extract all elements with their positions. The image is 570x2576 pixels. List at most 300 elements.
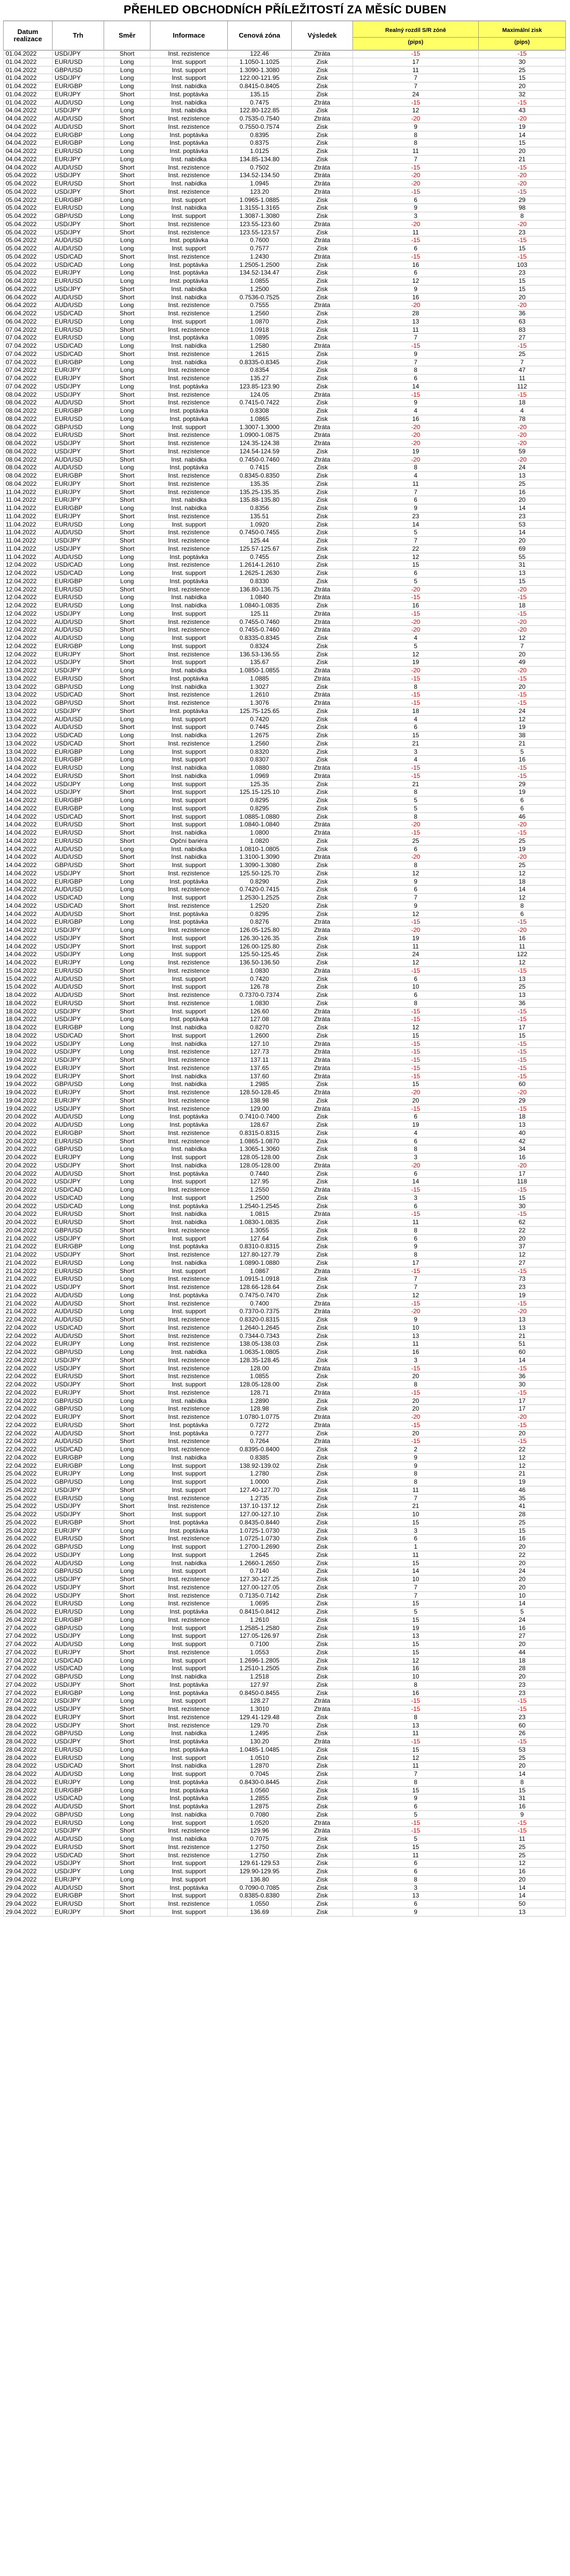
- cell-date: 20.04.2022: [3, 1113, 53, 1121]
- cell-real-difference: -20: [353, 456, 479, 464]
- table-row: [3, 1008, 566, 1016]
- cell-price-zone: 122.46: [228, 50, 292, 58]
- table-row: [3, 115, 566, 123]
- cell-direction: Long: [104, 951, 150, 958]
- cell-real-difference: 7: [353, 1592, 479, 1600]
- cell-direction: Long: [104, 1770, 150, 1778]
- cell-real-difference: -15: [353, 764, 479, 772]
- table-row: [3, 545, 566, 553]
- cell-information: Inst. rezistence: [150, 1300, 228, 1308]
- cell-result: Zisk: [292, 1024, 353, 1031]
- cell-price-zone: 1.2645: [228, 1551, 292, 1559]
- table-row: [3, 301, 566, 310]
- cell-date: 14.04.2022: [3, 902, 53, 910]
- cell-information: Inst. poptávka: [150, 1681, 228, 1689]
- cell-price-zone: 127.30-127.25: [228, 1575, 292, 1583]
- cell-result: Zisk: [292, 131, 353, 139]
- cell-max-profit: 36: [479, 999, 566, 1007]
- cell-direction: Short: [104, 229, 150, 236]
- cell-date: 27.04.2022: [3, 1665, 53, 1672]
- cell-information: Inst. poptávka: [150, 261, 228, 269]
- cell-information: Inst. poptávka: [150, 1794, 228, 1802]
- cell-result: Ztráta: [292, 667, 353, 674]
- cell-market: USD/JPY: [53, 1365, 104, 1372]
- cell-max-profit: 14: [479, 131, 566, 139]
- cell-max-profit: -15: [479, 1186, 566, 1194]
- table-row: [3, 359, 566, 367]
- cell-direction: Short: [104, 253, 150, 261]
- cell-direction: Short: [104, 431, 150, 439]
- cell-max-profit: 24: [479, 1616, 566, 1624]
- cell-date: 13.04.2022: [3, 667, 53, 674]
- cell-market: USD/JPY: [53, 448, 104, 455]
- cell-max-profit: -15: [479, 1421, 566, 1429]
- cell-market: EUR/GBP: [53, 878, 104, 886]
- cell-price-zone: 125.35: [228, 781, 292, 788]
- cell-date: 08.04.2022: [3, 472, 53, 480]
- cell-result: Zisk: [292, 788, 353, 796]
- cell-max-profit: 20: [479, 1235, 566, 1243]
- cell-max-profit: 13: [479, 1324, 566, 1332]
- cell-direction: Short: [104, 1421, 150, 1429]
- table-row: [3, 1316, 566, 1324]
- cell-information: Inst. poptávka: [150, 578, 228, 585]
- cell-max-profit: 6: [479, 796, 566, 804]
- cell-real-difference: 25: [353, 837, 479, 845]
- cell-date: 20.04.2022: [3, 1129, 53, 1137]
- cell-result: Zisk: [292, 1852, 353, 1859]
- cell-market: USD/JPY: [53, 1705, 104, 1713]
- cell-direction: Short: [104, 983, 150, 991]
- cell-price-zone: 1.3076: [228, 699, 292, 707]
- cell-market: USD/CAD: [53, 342, 104, 350]
- cell-real-difference: -20: [353, 586, 479, 594]
- cell-information: Inst. nabídka: [150, 342, 228, 350]
- table-row: [3, 1446, 566, 1454]
- cell-result: Ztráta: [292, 1437, 353, 1445]
- cell-information: Inst. rezistence: [150, 1413, 228, 1421]
- cell-real-difference: 15: [353, 1600, 479, 1607]
- cell-date: 22.04.2022: [3, 1381, 53, 1388]
- cell-price-zone: 1.0900-1.0875: [228, 431, 292, 439]
- cell-market: GBP/USD: [53, 683, 104, 691]
- table-row: [3, 334, 566, 342]
- cell-result: Ztráta: [292, 456, 353, 464]
- table-row: [3, 959, 566, 967]
- cell-real-difference: 6: [353, 569, 479, 577]
- cell-date: 21.04.2022: [3, 1235, 53, 1243]
- cell-price-zone: 127.08: [228, 1015, 292, 1023]
- cell-date: 06.04.2022: [3, 318, 53, 326]
- cell-real-difference: -20: [353, 926, 479, 934]
- cell-information: Inst. poptávka: [150, 918, 228, 926]
- cell-information: Inst. support: [150, 1754, 228, 1762]
- cell-price-zone: 0.8308: [228, 407, 292, 415]
- cell-result: Zisk: [292, 1227, 353, 1234]
- cell-price-zone: 0.8320-0.8315: [228, 1316, 292, 1324]
- cell-max-profit: 14: [479, 529, 566, 536]
- cell-direction: Short: [104, 837, 150, 845]
- cell-market: AUD/USD: [53, 1300, 104, 1308]
- cell-result: Ztráta: [292, 164, 353, 172]
- cell-price-zone: 0.7455-0.7460: [228, 626, 292, 634]
- table-row: [3, 131, 566, 140]
- cell-information: Inst. poptávka: [150, 1608, 228, 1616]
- table-row: [3, 1892, 566, 1900]
- cell-market: AUD/USD: [53, 1170, 104, 1178]
- cell-max-profit: 6: [479, 910, 566, 918]
- table-row: [3, 1730, 566, 1738]
- table-row: [3, 1624, 566, 1633]
- cell-direction: Long: [104, 1259, 150, 1267]
- cell-price-zone: 127.97: [228, 1681, 292, 1689]
- cell-result: Ztráta: [292, 1015, 353, 1023]
- cell-real-difference: 4: [353, 756, 479, 764]
- cell-date: 29.04.2022: [3, 1876, 53, 1884]
- table-row: [3, 147, 566, 156]
- table-row: [3, 1275, 566, 1283]
- cell-market: USD/JPY: [53, 926, 104, 934]
- cell-information: Inst. support: [150, 1381, 228, 1388]
- cell-real-difference: -15: [353, 1056, 479, 1064]
- cell-real-difference: -20: [353, 667, 479, 674]
- cell-market: USD/CAD: [53, 732, 104, 739]
- cell-price-zone: 0.8330: [228, 578, 292, 585]
- cell-date: 05.04.2022: [3, 221, 53, 228]
- cell-price-zone: 1.2518: [228, 1673, 292, 1681]
- cell-max-profit: 60: [479, 1080, 566, 1088]
- cell-max-profit: -15: [479, 764, 566, 772]
- cell-market: GBP/USD: [53, 212, 104, 220]
- cell-information: Inst. rezistence: [150, 545, 228, 553]
- cell-market: USD/JPY: [53, 1697, 104, 1705]
- cell-real-difference: -15: [353, 188, 479, 196]
- cell-information: Inst. rezistence: [150, 1056, 228, 1064]
- cell-result: Zisk: [292, 1794, 353, 1802]
- cell-date: 08.04.2022: [3, 480, 53, 488]
- cell-real-difference: 10: [353, 983, 479, 991]
- cell-price-zone: 124.54-124.59: [228, 448, 292, 455]
- cell-direction: Short: [104, 310, 150, 317]
- cell-information: Inst. poptávka: [150, 1884, 228, 1892]
- cell-information: Inst. poptávka: [150, 1243, 228, 1250]
- cell-result: Ztráta: [292, 926, 353, 934]
- cell-real-difference: 12: [353, 1754, 479, 1762]
- cell-market: USD/JPY: [53, 439, 104, 447]
- cell-date: 11.04.2022: [3, 529, 53, 536]
- cell-result: Ztráta: [292, 1421, 353, 1429]
- table-row: [3, 594, 566, 602]
- cell-max-profit: -15: [479, 99, 566, 107]
- cell-date: 28.04.2022: [3, 1803, 53, 1810]
- cell-price-zone: 129.41-129.48: [228, 1714, 292, 1721]
- cell-price-zone: 1.2870: [228, 1762, 292, 1770]
- cell-date: 20.04.2022: [3, 1186, 53, 1194]
- cell-market: USD/JPY: [53, 107, 104, 114]
- cell-result: Ztráta: [292, 342, 353, 350]
- table-row: [3, 1560, 566, 1568]
- cell-real-difference: 9: [353, 204, 479, 212]
- cell-direction: Short: [104, 294, 150, 301]
- cell-price-zone: 1.0840-1.0835: [228, 602, 292, 609]
- cell-market: EUR/GBP: [53, 1462, 104, 1470]
- cell-information: Inst. nabídka: [150, 1210, 228, 1218]
- cell-information: Inst. rezistence: [150, 221, 228, 228]
- cell-max-profit: 46: [479, 1486, 566, 1494]
- cell-real-difference: 7: [353, 1584, 479, 1591]
- cell-max-profit: 13: [479, 991, 566, 999]
- cell-direction: Short: [104, 391, 150, 399]
- table-row: [3, 448, 566, 456]
- cell-price-zone: 0.7045: [228, 1770, 292, 1778]
- cell-market: GBP/USD: [53, 1730, 104, 1737]
- table-row: [3, 1202, 566, 1211]
- cell-result: Zisk: [292, 326, 353, 334]
- cell-market: AUD/USD: [53, 464, 104, 471]
- cell-result: Zisk: [292, 723, 353, 731]
- cell-max-profit: 25: [479, 1754, 566, 1762]
- cell-result: Zisk: [292, 886, 353, 893]
- cell-date: 13.04.2022: [3, 707, 53, 715]
- cell-date: 01.04.2022: [3, 50, 53, 58]
- cell-max-profit: -15: [479, 610, 566, 618]
- cell-max-profit: 17: [479, 1397, 566, 1405]
- cell-real-difference: 5: [353, 796, 479, 804]
- cell-result: Zisk: [292, 139, 353, 147]
- table-row: [3, 1113, 566, 1121]
- cell-market: EUR/JPY: [53, 959, 104, 967]
- cell-result: Zisk: [292, 1202, 353, 1210]
- cell-price-zone: 127.05-126.97: [228, 1632, 292, 1640]
- table-row: [3, 350, 566, 359]
- cell-date: 05.04.2022: [3, 188, 53, 196]
- cell-market: USD/JPY: [53, 1738, 104, 1745]
- cell-max-profit: 122: [479, 951, 566, 958]
- cell-direction: Long: [104, 1113, 150, 1121]
- cell-market: USD/JPY: [53, 788, 104, 796]
- cell-price-zone: 1.0855: [228, 277, 292, 285]
- table-row: [3, 1746, 566, 1754]
- cell-max-profit: 36: [479, 1372, 566, 1380]
- cell-direction: Short: [104, 472, 150, 480]
- cell-real-difference: 7: [353, 1275, 479, 1283]
- cell-price-zone: 138.98: [228, 1097, 292, 1105]
- cell-real-difference: 15: [353, 1080, 479, 1088]
- cell-date: 08.04.2022: [3, 391, 53, 399]
- cell-max-profit: 14: [479, 1357, 566, 1364]
- cell-max-profit: -15: [479, 188, 566, 196]
- cell-real-difference: 16: [353, 1348, 479, 1356]
- cell-price-zone: 1.0867: [228, 1267, 292, 1275]
- cell-result: Zisk: [292, 464, 353, 471]
- table-row: [3, 1640, 566, 1649]
- max-profit-unit: (pips): [479, 37, 565, 46]
- cell-result: Zisk: [292, 1632, 353, 1640]
- cell-market: USD/CAD: [53, 1665, 104, 1672]
- cell-max-profit: 29: [479, 1097, 566, 1105]
- cell-direction: Short: [104, 456, 150, 464]
- cell-information: Inst. rezistence: [150, 691, 228, 699]
- cell-max-profit: -15: [479, 675, 566, 683]
- cell-information: Inst. rezistence: [150, 1649, 228, 1656]
- cell-real-difference: 12: [353, 1657, 479, 1665]
- cell-result: Zisk: [292, 1129, 353, 1137]
- cell-market: USD/CAD: [53, 894, 104, 902]
- cell-information: Inst. rezistence: [150, 1900, 228, 1908]
- cell-date: 12.04.2022: [3, 569, 53, 577]
- cell-direction: Short: [104, 772, 150, 780]
- cell-price-zone: 1.0885: [228, 675, 292, 683]
- cell-result: Zisk: [292, 504, 353, 512]
- cell-price-zone: 134.52-134.50: [228, 172, 292, 179]
- cell-date: 26.04.2022: [3, 1551, 53, 1559]
- cell-market: AUD/USD: [53, 529, 104, 536]
- cell-date: 28.04.2022: [3, 1722, 53, 1730]
- table-row: [3, 294, 566, 302]
- cell-information: Inst. rezistence: [150, 1365, 228, 1372]
- cell-market: USD/JPY: [53, 1511, 104, 1518]
- cell-market: EUR/USD: [53, 1421, 104, 1429]
- cell-date: 14.04.2022: [3, 951, 53, 958]
- cell-price-zone: 0.8324: [228, 642, 292, 650]
- cell-direction: Long: [104, 1015, 150, 1023]
- cell-max-profit: -15: [479, 253, 566, 261]
- cell-information: Inst. rezistence: [150, 902, 228, 910]
- cell-market: EUR/JPY: [53, 1413, 104, 1421]
- cell-real-difference: 11: [353, 1762, 479, 1770]
- cell-direction: Short: [104, 1843, 150, 1851]
- cell-max-profit: 15: [479, 277, 566, 285]
- cell-information: Inst. rezistence: [150, 1389, 228, 1397]
- cell-information: Inst. rezistence: [150, 366, 228, 374]
- cell-result: Zisk: [292, 732, 353, 739]
- cell-market: USD/JPY: [53, 285, 104, 293]
- cell-result: Zisk: [292, 74, 353, 82]
- cell-date: 29.04.2022: [3, 1884, 53, 1892]
- cell-max-profit: 12: [479, 870, 566, 877]
- cell-date: 22.04.2022: [3, 1413, 53, 1421]
- table-row: [3, 221, 566, 229]
- cell-price-zone: 0.8354: [228, 366, 292, 374]
- cell-information: Inst. rezistence: [150, 1705, 228, 1713]
- table-row: [3, 66, 566, 75]
- table-row: [3, 1519, 566, 1527]
- cell-market: AUD/USD: [53, 845, 104, 853]
- cell-date: 22.04.2022: [3, 1316, 53, 1324]
- cell-max-profit: -15: [479, 236, 566, 244]
- table-row: [3, 878, 566, 886]
- cell-market: AUD/USD: [53, 1113, 104, 1121]
- cell-information: Inst. poptávka: [150, 91, 228, 98]
- cell-result: Zisk: [292, 1138, 353, 1145]
- cell-real-difference: 8: [353, 1251, 479, 1259]
- cell-real-difference: 9: [353, 285, 479, 293]
- cell-direction: Long: [104, 1868, 150, 1875]
- cell-date: 06.04.2022: [3, 277, 53, 285]
- cell-real-difference: 6: [353, 845, 479, 853]
- table-row: [3, 740, 566, 748]
- cell-market: EUR/JPY: [53, 1073, 104, 1080]
- cell-result: Zisk: [292, 277, 353, 285]
- cell-market: AUD/USD: [53, 626, 104, 634]
- cell-price-zone: 124.35-124.38: [228, 439, 292, 447]
- cell-information: Inst. rezistence: [150, 399, 228, 406]
- cell-max-profit: 8: [479, 902, 566, 910]
- cell-real-difference: -15: [353, 1738, 479, 1745]
- cell-date: 21.04.2022: [3, 1308, 53, 1315]
- cell-market: EUR/JPY: [53, 496, 104, 504]
- cell-real-difference: -20: [353, 618, 479, 626]
- cell-price-zone: 1.2505-1.2500: [228, 261, 292, 269]
- cell-result: Zisk: [292, 147, 353, 155]
- cell-market: USD/JPY: [53, 1381, 104, 1388]
- cell-information: Inst. support: [150, 1511, 228, 1518]
- cell-date: 11.04.2022: [3, 496, 53, 504]
- cell-direction: Short: [104, 1097, 150, 1105]
- cell-market: AUD/USD: [53, 1803, 104, 1810]
- table-row: [3, 1649, 566, 1657]
- cell-max-profit: 25: [479, 983, 566, 991]
- cell-max-profit: 28: [479, 1511, 566, 1518]
- cell-result: Zisk: [292, 658, 353, 666]
- table-row: [3, 58, 566, 66]
- cell-information: Inst. poptávka: [150, 1787, 228, 1794]
- cell-information: Inst. nabídka: [150, 1673, 228, 1681]
- cell-direction: Long: [104, 334, 150, 342]
- cell-price-zone: 126.30-126.35: [228, 935, 292, 942]
- column-header-information: Informace: [150, 21, 228, 50]
- table-row: [3, 1145, 566, 1154]
- table-row: [3, 561, 566, 569]
- cell-result: Zisk: [292, 285, 353, 293]
- cell-max-profit: 17: [479, 1024, 566, 1031]
- cell-price-zone: 1.0865-1.0870: [228, 1138, 292, 1145]
- cell-result: Zisk: [292, 805, 353, 812]
- cell-market: EUR/USD: [53, 772, 104, 780]
- cell-real-difference: -15: [353, 918, 479, 926]
- cell-information: Inst. nabídka: [150, 1835, 228, 1843]
- cell-result: Zisk: [292, 1235, 353, 1243]
- cell-price-zone: 0.7420-0.7415: [228, 886, 292, 893]
- table-row: [3, 1227, 566, 1235]
- cell-date: 05.04.2022: [3, 172, 53, 179]
- cell-max-profit: 23: [479, 269, 566, 277]
- cell-result: Zisk: [292, 1243, 353, 1250]
- cell-market: EUR/GBP: [53, 472, 104, 480]
- table-row: [3, 1778, 566, 1787]
- cell-market: EUR/USD: [53, 999, 104, 1007]
- cell-price-zone: 125.15-125.10: [228, 788, 292, 796]
- cell-price-zone: 1.2640-1.2645: [228, 1324, 292, 1332]
- cell-information: Inst. support: [150, 1235, 228, 1243]
- cell-information: Inst. nabídka: [150, 1040, 228, 1048]
- cell-price-zone: 1.2700-1.2690: [228, 1543, 292, 1551]
- cell-result: Ztráta: [292, 1064, 353, 1072]
- cell-price-zone: 1.0918: [228, 326, 292, 334]
- cell-result: Zisk: [292, 1478, 353, 1486]
- cell-direction: Long: [104, 1275, 150, 1283]
- cell-max-profit: 23: [479, 513, 566, 520]
- table-row: [3, 1584, 566, 1592]
- cell-information: Inst. support: [150, 1697, 228, 1705]
- cell-real-difference: 8: [353, 1714, 479, 1721]
- cell-real-difference: 8: [353, 131, 479, 139]
- table-row: [3, 480, 566, 488]
- cell-max-profit: 21: [479, 1470, 566, 1478]
- cell-real-difference: 4: [353, 407, 479, 415]
- table-row: [3, 886, 566, 894]
- cell-real-difference: 20: [353, 1430, 479, 1437]
